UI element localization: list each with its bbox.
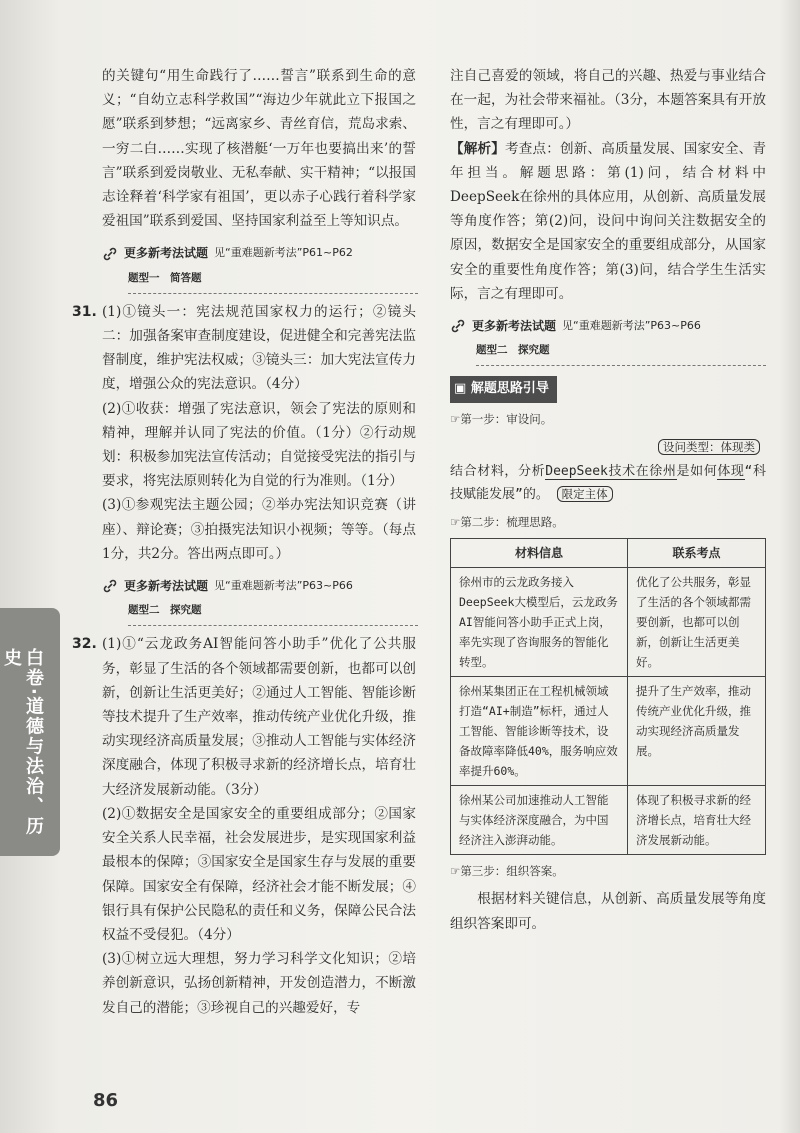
more-tests-subtitle: 题型一 简答题 bbox=[128, 266, 418, 294]
hand-pointer-icon: ☞ bbox=[450, 864, 461, 879]
step-1-text-c: 是如何 bbox=[676, 464, 718, 480]
side-tab bbox=[0, 608, 60, 856]
more-tests-ref: 见“重难题新考法”P61~P62 bbox=[214, 246, 353, 260]
table-header: 材料信息 bbox=[451, 539, 628, 568]
question-type-row bbox=[450, 435, 760, 459]
more-tests-subtitle: 题型二 探究题 bbox=[476, 338, 766, 366]
more-tests-subtitle: 题型二 探究题 bbox=[128, 598, 418, 626]
table-cell: 提升了生产效率，推动传统产业优化升级，推动实现经济高质量发展。 bbox=[628, 677, 766, 786]
analysis-text: 考查点：创新、高质量发展、国家安全、青年担当。解题思路：第(1)问，结合材料中DeepSeek在徐州的具体应用，从创新、高质量发展等角度作答；第(2)问，设问中询问关注数据安全的原因，数据安全是国家安全的重要组成部分，从国家安全的重要性角度作答；第(3)问，结合学生生活实际，言之有理即可。 bbox=[450, 140, 766, 302]
more-tests-1 bbox=[102, 241, 416, 265]
question-number-32: 32. bbox=[72, 636, 97, 653]
table-cell: 体现了积极寻求新的经济增长点，培育壮大经济发展新动能。 bbox=[628, 786, 766, 855]
material-table bbox=[450, 538, 766, 855]
step-1-label: 第一步：审设问。 bbox=[460, 411, 553, 426]
step-1-text-a: 结合材料，分析 bbox=[450, 464, 546, 480]
table-row bbox=[451, 786, 766, 855]
step-3-label: 第三步：组织答案。 bbox=[460, 864, 564, 879]
hand-pointer-icon: ☞ bbox=[450, 411, 461, 426]
table-cell: 徐州某公司加速推动人工智能与实体经济深度融合，为中国经济注入澎湃动能。 bbox=[451, 786, 628, 855]
step-2 bbox=[450, 510, 766, 534]
q31-answer-2: (2)①收获：增强了宪法意识，领会了宪法的原则和精神，理解并认同了宪法的价值。（1分）②行动规划：积极参加宪法宣传活动；自觉接受宪法的指引与要求，将宪法原则转化为自觉的行为准则。（1分） bbox=[102, 400, 416, 490]
link-icon bbox=[450, 318, 466, 334]
link-icon bbox=[102, 578, 118, 594]
table-cell: 徐州某集团正在工程机械领域打造“AI+制造”标杆，通过人工智能、智能诊断等技术，设备故障率降低40%，服务响应效率提升60%。 bbox=[451, 677, 628, 786]
side-tab-label: 白卷·道德与法治、历史 bbox=[1, 648, 44, 837]
q31-answer-3: (3)①参观宪法主题公园；②举办宪法知识竞赛（讲座）、辩论赛；③拍摄宪法知识小视频；等等。（每点1分，共2分。答出两点即可。） bbox=[102, 497, 416, 562]
solution-guide-header bbox=[450, 376, 557, 402]
more-tests-title: 更多新考法试题 bbox=[124, 579, 209, 594]
table-cell: 徐州市的云龙政务接入DeepSeek大模型后，云龙政务AI智能问答小助手正式上岗，率先实现了咨询服务的智能化转型。 bbox=[451, 568, 628, 677]
table-row bbox=[451, 568, 766, 677]
q32-answer-2: (2)①数据安全是国家安全的重要组成部分；②国家安全关系人民幸福，社会发展进步，是实现国家利益最根本的保障；③国家安全是国家生存与发展的重要保障。国家安全有保障，经济社会才能不断发展；④银行具有保护公民隐私的责任和义务，保障公民合法权益不受侵犯。（4分） bbox=[102, 805, 416, 943]
analysis-label: 【解析】 bbox=[450, 140, 505, 157]
q32-continuation: 注自己喜爱的领域，将自己的兴趣、热爱与事业结合在一起，为社会带来福祉。（3分，本题答案具有开放性，言之有理即可。） bbox=[450, 68, 766, 133]
more-tests-ref: 见“重难题新考法”P63~P66 bbox=[562, 319, 701, 333]
step-1 bbox=[450, 407, 766, 431]
table-cell: 优化了公共服务，彰显了生活的各个领域都需要创新，也都可以创新，创新让生活更美好。 bbox=[628, 568, 766, 677]
table-row bbox=[451, 677, 766, 786]
left-column bbox=[72, 64, 416, 1020]
more-tests-ref: 见“重难题新考法”P63~P66 bbox=[214, 579, 353, 593]
step-1-question bbox=[450, 461, 766, 506]
step-1-text-e: “科技赋能发展”的。 bbox=[450, 464, 766, 503]
question-number-31: 31. bbox=[72, 303, 97, 320]
table-header: 联系考点 bbox=[628, 539, 766, 568]
limit-subject-bubble: 限定主体 bbox=[557, 486, 613, 502]
page-number: 86 bbox=[93, 1090, 119, 1111]
step-1-subject: DeepSeek技术在徐州 bbox=[545, 464, 677, 480]
q31-answer-1: (1)①镜头一：宪法规范国家权力的运行；②镜头二：加强备案审查制度建设，促进健全和完善宪法监督制度，维护宪法权威；③镜头三：加大宪法宣传力度，增强公众的宪法意识。（4分） bbox=[102, 303, 416, 393]
step-3-answer: 根据材料关键信息，从创新、高质量发展等角度组织答案即可。 bbox=[450, 891, 766, 932]
more-tests-title: 更多新考法试题 bbox=[472, 319, 557, 334]
intro-paragraph: 的关键句“用生命践行了……誓言”联系到生命的意义；“自幼立志科学救国”“海边少年就此立下报国之愿”联系到梦想；“远离家乡、青丝育信，荒岛求索、一穷二白……实现了核潜艇‘一万年也要搞出来’的誓言”联系到爱岗敬业、无私奉献、实干精神；“以报国志诠释着‘科学家有祖国’，更以赤子心践行着科学家爱祖国”联系到爱国、坚持国家利益至上等知识点。 bbox=[102, 68, 416, 230]
analysis-paragraph bbox=[450, 137, 766, 306]
hand-pointer-icon: ☞ bbox=[450, 515, 461, 530]
q32-answer-3: (3)①树立远大理想，努力学习科学文化知识；②培养创新意识，弘扬创新精神，开发创造潜力，不断激发自己的潜能；③珍视自己的兴趣爱好，专 bbox=[102, 951, 416, 1016]
step-2-label: 第二步：梳理思路。 bbox=[460, 515, 564, 530]
step-3 bbox=[450, 859, 766, 883]
guide-title: 解题思路引导 bbox=[470, 381, 549, 397]
more-tests-title: 更多新考法试题 bbox=[124, 246, 209, 261]
more-tests-2 bbox=[102, 574, 416, 598]
q32-answer-1: (1)①“云龙政务AI智能问答小助手”优化了公共服务，彰显了生活的各个领域都需要创新，也都可以创新，创新让生活更美好；②通过人工智能、智能诊断等技术提升了生产效率，推动传统产业优化升级，推动实现经济高质量发展；③推动人工智能与实体经济深度融合，体现了积极寻求新的经济增长点，培育壮大经济发展新动能。（3分） bbox=[102, 636, 416, 798]
question-type-bubble: 设问类型：体现类 bbox=[658, 439, 760, 455]
guide-icon: ▣ bbox=[454, 381, 471, 397]
more-tests-3 bbox=[450, 314, 766, 338]
step-1-keyword: 体现 bbox=[717, 464, 745, 480]
right-column bbox=[450, 64, 766, 936]
link-icon bbox=[102, 246, 118, 262]
